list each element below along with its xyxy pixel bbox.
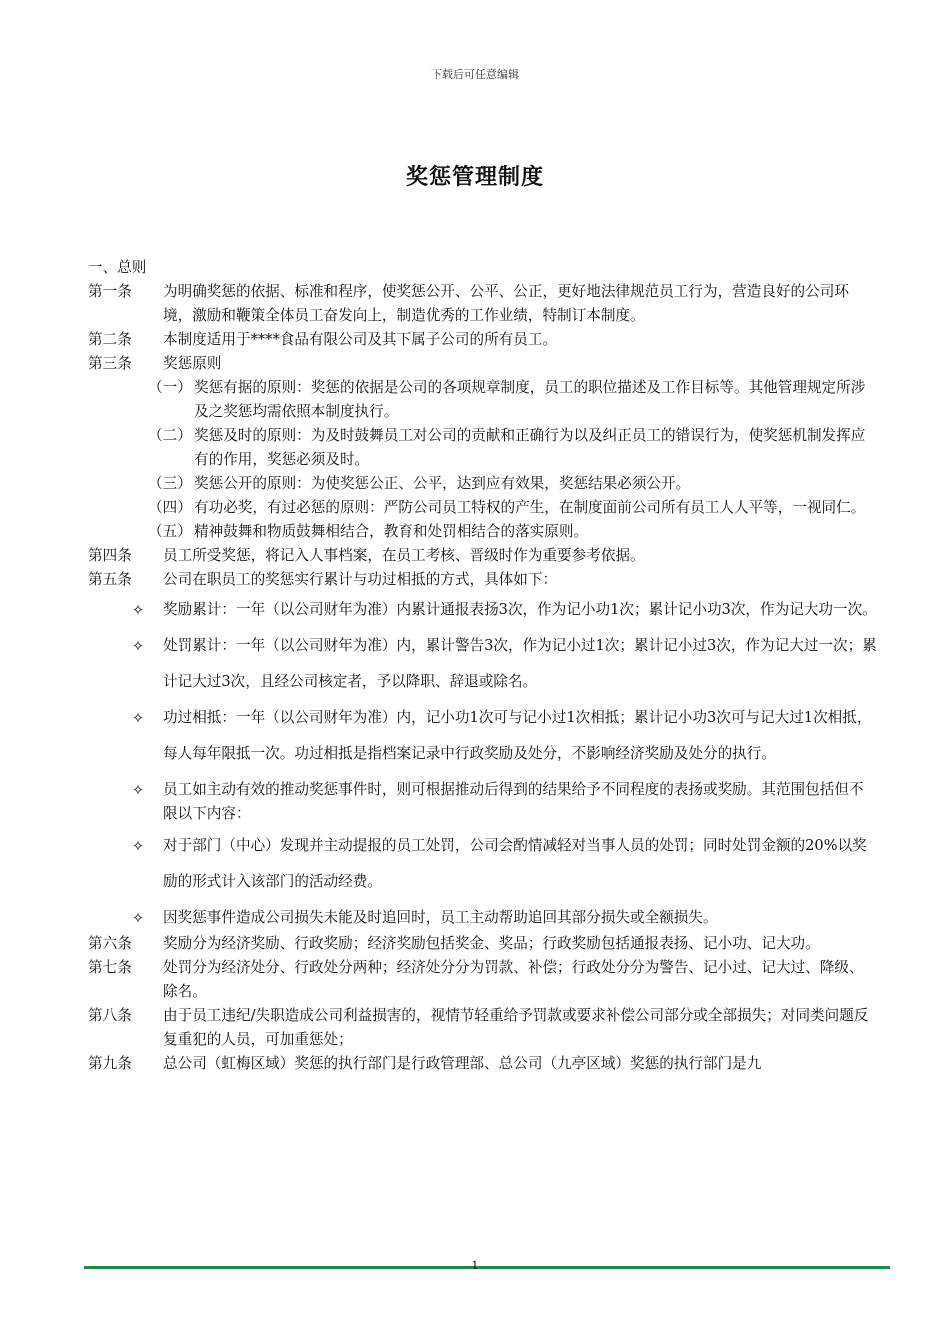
article-number: 第八条 [88, 1007, 132, 1024]
bullet-text: 功过相抵：一年（以公司财年为准）内，记小功1次可与记小过1次相抵；累计记小功3次可与记大过1次相抵，每人每年限抵一次。功过相抵是指档案记录中行政奖励及处分，不影响经济奖励及处分的执行。 [163, 709, 872, 762]
article-text: 公司在职员工的奖惩实行累计与功过相抵的方式，具体如下： [163, 571, 558, 588]
article-1 [88, 280, 878, 328]
article-number: 第六条 [88, 935, 132, 952]
diamond-bullet-icon: ✧ [131, 709, 145, 727]
article-2 [88, 328, 878, 352]
principle-number: （二） [148, 427, 192, 444]
bullet-text: 处罚累计：一年（以公司财年为准）内，累计警告3次，作为记小过1次；累计记小过3次，作为记大过一次；累计记大过3次，且经公司核定者，予以降职、辞退或除名。 [163, 637, 877, 690]
principle-item [148, 376, 878, 424]
document-body [88, 256, 878, 1076]
principle-item [148, 424, 878, 472]
bullet-text: 对于部门（中心）发现并主动提报的员工处罚，公司会酌情减轻对当事人员的处罚；同时处罚金额的20%以奖励的形式计入该部门的活动经费。 [163, 837, 867, 890]
article-text: 员工所受奖惩，将记入人事档案，在员工考核、晋级时作为重要参考依据。 [163, 547, 645, 564]
article-6 [88, 932, 878, 956]
article-4 [88, 544, 878, 568]
section-heading: 一、总则 [88, 259, 147, 276]
principle-number: （五） [148, 523, 192, 540]
header-note: 下载后可任意编辑 [431, 68, 519, 81]
article-number: 第七条 [88, 959, 132, 976]
article-text: 处罚分为经济处分、行政处分两种；经济处分分为罚款、补偿；行政处分分为警告、记小过、记大过、降级、除名。 [163, 959, 864, 1000]
diamond-bullet-icon: ✧ [131, 909, 145, 927]
article-number: 第二条 [88, 331, 132, 348]
bullet-text: 因奖惩事件造成公司损失未能及时追回时，员工主动帮助追回其部分损失或全额损失。 [163, 909, 718, 926]
principle-number: （三） [148, 475, 192, 492]
article-number: 第九条 [88, 1055, 132, 1072]
principle-number: （四） [148, 499, 192, 516]
article-text: 总公司（虹梅区域）奖惩的执行部门是行政管理部、总公司（九亭区域）奖惩的执行部门是九 [163, 1055, 762, 1072]
article-7 [88, 956, 878, 1004]
bullet-item [128, 700, 878, 772]
diamond-bullet-icon: ✧ [131, 637, 145, 655]
principle-text: 奖惩公开的原则：为使奖惩公正、公平，达到应有效果，奖惩结果必须公开。 [194, 475, 691, 492]
article-text: 由于员工违纪/失职造成公司利益损害的，视情节轻重给予罚款或要求补偿公司部分或全部损失；对同类问题反复重犯的人员，可加重惩处； [163, 1007, 869, 1048]
bullet-item [128, 900, 878, 932]
bullet-item [128, 772, 878, 828]
principle-text: 奖惩有据的原则：奖惩的依据是公司的各项规章制度，员工的职位描述及工作目标等。其他管理规定所涉及之奖惩均需依照本制度执行。 [194, 379, 866, 420]
bullet-text: 员工如主动有效的推动奖惩事件时，则可根据推动后得到的结果给予不同程度的表扬或奖励。其范围包括但不限以下内容： [163, 781, 864, 822]
article-9 [88, 1052, 878, 1076]
principle-text: 精神鼓舞和物质鼓舞相结合，教育和处罚相结合的落实原则。 [194, 523, 589, 540]
diamond-bullet-icon: ✧ [131, 601, 145, 619]
article-8 [88, 1004, 878, 1052]
principle-item [148, 520, 878, 544]
article-number: 第五条 [88, 571, 132, 588]
principle-text: 有功必奖，有过必惩的原则：严防公司员工特权的产生，在制度面前公司所有员工人人平等，一视同仁。 [194, 499, 866, 516]
article-text: 奖惩原则 [163, 355, 222, 372]
page-number: 1 [471, 1259, 479, 1272]
bullet-item [128, 828, 878, 900]
article-text: 奖励分为经济奖励、行政奖励；经济奖励包括奖金、奖品；行政奖励包括通报表扬、记小功、记大功。 [163, 935, 820, 952]
article-text: 本制度适用于****食品有限公司及其下属子公司的所有员工。 [163, 331, 558, 348]
article-number: 第一条 [88, 283, 132, 300]
bullet-item [128, 592, 878, 628]
diamond-bullet-icon: ✧ [131, 837, 145, 855]
article-5 [88, 568, 878, 592]
article-3 [88, 352, 878, 376]
article-text: 为明确奖惩的依据、标准和程序，使奖惩公开、公平、公正，更好地法律规范员工行为，营造良好的公司环境，激励和鞭策全体员工奋发向上，制造优秀的工作业绩，特制订本制度。 [163, 283, 849, 324]
principle-text: 奖惩及时的原则：为及时鼓舞员工对公司的贡献和正确行为以及纠正员工的错误行为，使奖惩机制发挥应有的作用，奖惩必须及时。 [194, 427, 866, 468]
bullet-item [128, 628, 878, 700]
article-number: 第四条 [88, 547, 132, 564]
principle-item [148, 472, 878, 496]
article-number: 第三条 [88, 355, 132, 372]
bullet-text: 奖励累计：一年（以公司财年为准）内累计通报表扬3次，作为记小功1次；累计记小功3次，作为记大功一次。 [163, 601, 877, 618]
principle-item [148, 496, 878, 520]
document-title: 奖惩管理制度 [405, 165, 544, 190]
diamond-bullet-icon: ✧ [131, 781, 145, 799]
principle-number: （一） [148, 379, 192, 396]
